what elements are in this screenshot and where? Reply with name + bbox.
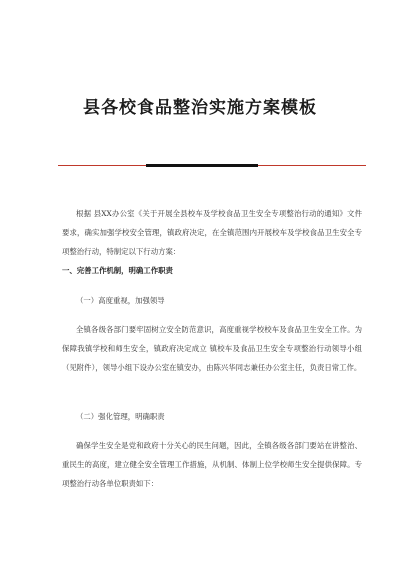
subsection-2-paragraph: 确保学生安全是党和政府十分关心的民生问题，因此，全镇各级各部门要站在讲整治、重民生的高度，建立健全安全管理工作措施，从机制、体制上位学校师生安全提供保障。专项整治行动各单位职责如下： bbox=[62, 441, 362, 488]
subsection-heading-2: （二）强化管理，明确职责 bbox=[76, 412, 165, 421]
section-heading-1: 一、完善工作机制，明确工作职责 bbox=[62, 266, 173, 275]
subsection-1-paragraph: 全镇各级各部门要牢固树立安全防范意识，高度重视学校校车及食品卫生安全工作。为保障我镇学校和师生安全，镇政府决定成立 镇校车及食品卫生安全专项整治行动领导小组（见附件），领导小组下设办公室在镇安办，由陈兴华同志兼任办公室主任，负责日常工作。 bbox=[62, 325, 362, 372]
title-divider bbox=[58, 164, 366, 167]
subsection-heading-1: （一）高度重视，加强领导 bbox=[76, 296, 165, 305]
document-title: 县各校食品整治实施方案模板 bbox=[83, 98, 317, 118]
divider-dark-segment bbox=[146, 164, 258, 167]
intro-paragraph: 根据 县XX办公室《关于开展全县校车及学校食品卫生安全专项整治行动的通知》文件要求，确实加强学校安全管理，镇政府决定，在全镇范围内开展校车及学校食品卫生安全专项整治行动，特制定以下行动方案： bbox=[62, 209, 362, 256]
